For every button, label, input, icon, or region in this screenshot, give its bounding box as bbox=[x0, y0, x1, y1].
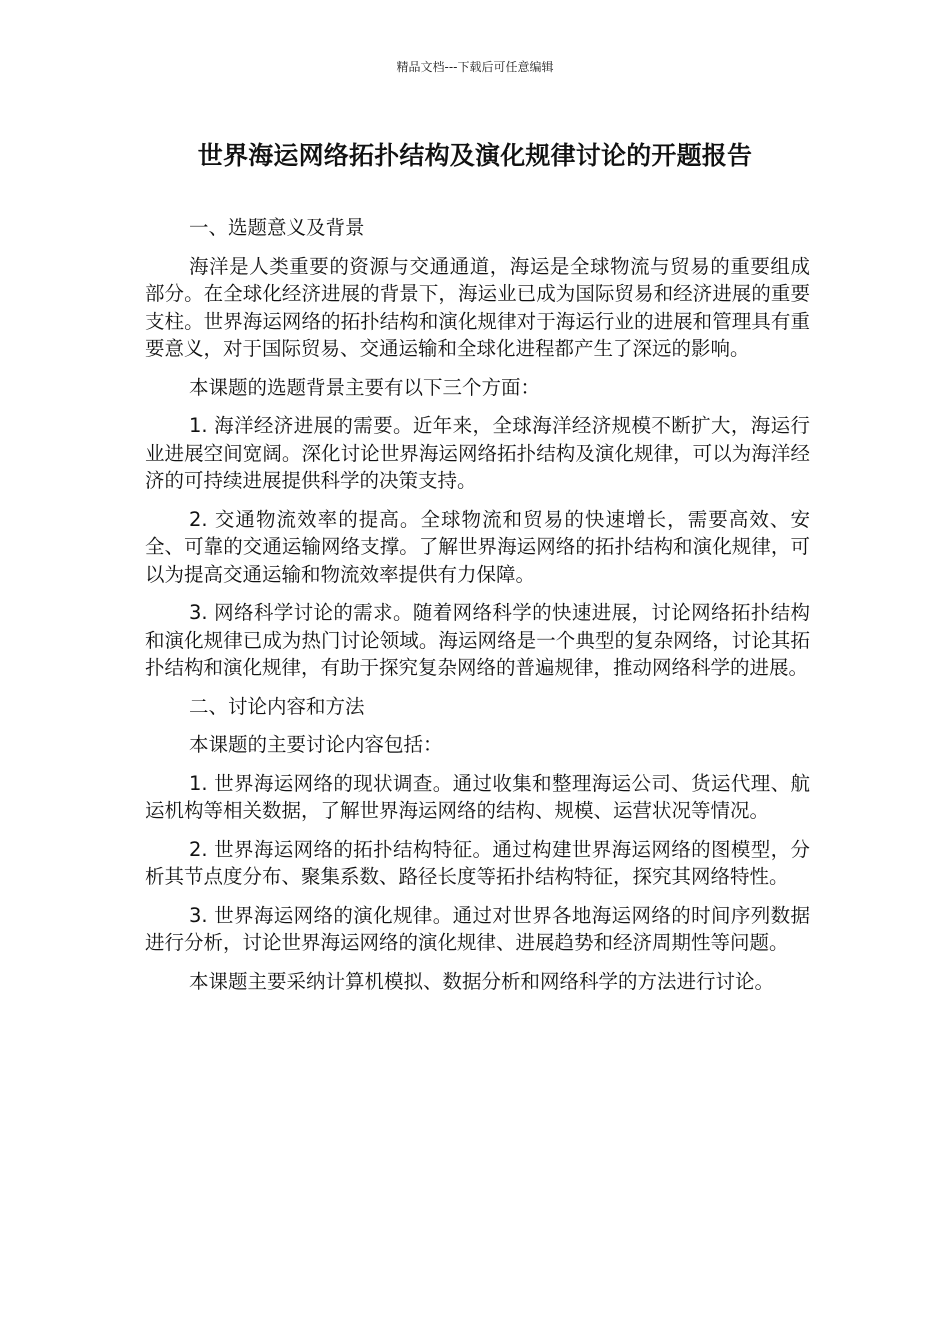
section-heading-2: 二、讨论内容和方法 bbox=[189, 694, 365, 718]
list-item-content-1: 1. 世界海运网络的现状调查。通过收集和整理海运公司、货运代理、航运机构等相关数据，了解世界海运网络的结构、规模、运营状况等情况。 bbox=[145, 771, 810, 822]
page-header: 精品文档---下载后可任意编辑 bbox=[396, 60, 554, 74]
document-title: 世界海运网络拓扑结构及演化规律讨论的开题报告 bbox=[197, 141, 753, 170]
paragraph-method: 本课题主要采纳计算机模拟、数据分析和网络科学的方法进行讨论。 bbox=[189, 969, 775, 993]
list-item-background-2: 2. 交通物流效率的提高。全球物流和贸易的快速增长，需要高效、安全、可靠的交通运输网络支撑。了解世界海运网络的拓扑结构和演化规律，可以为提高交通运输和物流效率提供有力保障。 bbox=[145, 507, 810, 586]
paragraph-background-lead: 本课题的选题背景主要有以下三个方面： bbox=[189, 375, 541, 399]
paragraph-intro: 海洋是人类重要的资源与交通通道，海运是全球物流与贸易的重要组成部分。在全球化经济进展的背景下，海运业已成为国际贸易和经济进展的重要支柱。世界海运网络的拓扑结构和演化规律对于海运行业的进展和管理具有重要意义，对于国际贸易、交通运输和全球化进程都产生了深远的影响。 bbox=[145, 254, 810, 360]
section-heading-1: 一、选题意义及背景 bbox=[189, 216, 365, 239]
list-item-content-3: 3. 世界海运网络的演化规律。通过对世界各地海运网络的时间序列数据进行分析，讨论世界海运网络的演化规律、进展趋势和经济周期性等问题。 bbox=[145, 903, 810, 954]
list-item-content-2: 2. 世界海运网络的拓扑结构特征。通过构建世界海运网络的图模型，分析其节点度分布、聚集系数、路径长度等拓扑结构特征，探究其网络特性。 bbox=[145, 837, 810, 888]
paragraph-content-lead: 本课题的主要讨论内容包括： bbox=[189, 733, 443, 756]
list-item-background-3: 3. 网络科学讨论的需求。随着网络科学的快速进展，讨论网络拓扑结构和演化规律已成为热门讨论领域。海运网络是一个典型的复杂网络，讨论其拓扑结构和演化规律，有助于探究复杂网络的普遍规律，推动网络科学的进展。 bbox=[145, 601, 810, 679]
list-item-background-1: 1. 海洋经济进展的需要。近年来，全球海洋经济规模不断扩大，海运行业进展空间宽阔。深化讨论世界海运网络拓扑结构及演化规律，可以为海洋经济的可持续进展提供科学的决策支持。 bbox=[145, 414, 810, 492]
document-body bbox=[145, 214, 810, 1006]
